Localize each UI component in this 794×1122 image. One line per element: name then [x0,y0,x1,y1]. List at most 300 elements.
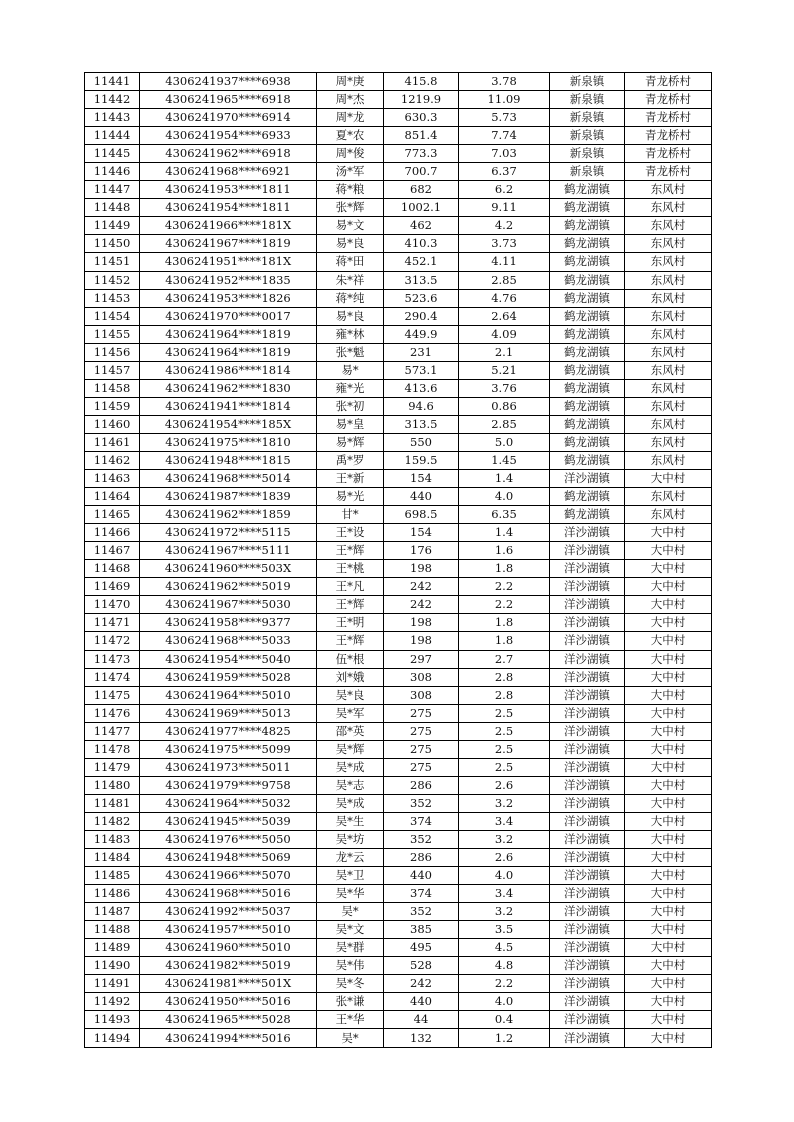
amount-cell: 374 [384,812,459,830]
area-cell: 2.5 [459,740,550,758]
name-cell: 周*龙 [317,109,384,127]
area-cell: 4.8 [459,957,550,975]
area-cell: 6.2 [459,181,550,199]
serial-no-cell: 11455 [85,325,140,343]
table-row [85,578,712,596]
area-cell: 2.6 [459,849,550,867]
town-cell: 洋沙湖镇 [550,1011,625,1029]
id-number-cell: 4306241986****1814 [140,361,317,379]
village-cell: 大中村 [625,614,712,632]
town-cell: 洋沙湖镇 [550,758,625,776]
id-number-cell: 4306241962****6918 [140,145,317,163]
village-cell: 大中村 [625,921,712,939]
village-cell: 大中村 [625,668,712,686]
name-cell: 吴*华 [317,885,384,903]
amount-cell: 385 [384,921,459,939]
amount-cell: 452.1 [384,253,459,271]
area-cell: 1.6 [459,542,550,560]
town-cell: 鹤龙湖镇 [550,235,625,253]
village-cell: 大中村 [625,975,712,993]
serial-no-cell: 11451 [85,253,140,271]
town-cell: 鹤龙湖镇 [550,397,625,415]
village-cell: 青龙桥村 [625,163,712,181]
id-number-cell: 4306241966****5070 [140,867,317,885]
name-cell: 吴*良 [317,686,384,704]
village-cell: 大中村 [625,470,712,488]
id-number-cell: 4306241975****5099 [140,740,317,758]
name-cell: 夏*农 [317,127,384,145]
serial-no-cell: 11452 [85,271,140,289]
village-cell: 大中村 [625,740,712,758]
amount-cell: 449.9 [384,325,459,343]
table-row [85,433,712,451]
amount-cell: 132 [384,1029,459,1047]
table-row [85,668,712,686]
table-row [85,325,712,343]
town-cell: 洋沙湖镇 [550,668,625,686]
name-cell: 吴*伟 [317,957,384,975]
town-cell: 洋沙湖镇 [550,560,625,578]
area-cell: 2.5 [459,704,550,722]
town-cell: 鹤龙湖镇 [550,415,625,433]
village-cell: 大中村 [625,849,712,867]
id-number-cell: 4306241992****5037 [140,903,317,921]
serial-no-cell: 11487 [85,903,140,921]
area-cell: 9.11 [459,199,550,217]
area-cell: 3.2 [459,903,550,921]
town-cell: 鹤龙湖镇 [550,343,625,361]
area-cell: 4.09 [459,325,550,343]
table-row [85,181,712,199]
serial-no-cell: 11477 [85,722,140,740]
area-cell: 0.86 [459,397,550,415]
serial-no-cell: 11443 [85,109,140,127]
amount-cell: 523.6 [384,289,459,307]
area-cell: 2.85 [459,271,550,289]
amount-cell: 176 [384,542,459,560]
town-cell: 鹤龙湖镇 [550,451,625,469]
amount-cell: 440 [384,488,459,506]
amount-cell: 154 [384,524,459,542]
table-row [85,524,712,542]
id-number-cell: 4306241977****4825 [140,722,317,740]
serial-no-cell: 11471 [85,614,140,632]
area-cell: 3.78 [459,73,550,91]
name-cell: 王*桃 [317,560,384,578]
serial-no-cell: 11462 [85,451,140,469]
amount-cell: 773.3 [384,145,459,163]
table-row [85,596,712,614]
village-cell: 大中村 [625,596,712,614]
amount-cell: 573.1 [384,361,459,379]
serial-no-cell: 11447 [85,181,140,199]
id-number-cell: 4306241954****1811 [140,199,317,217]
name-cell: 吴*志 [317,776,384,794]
area-cell: 1.8 [459,632,550,650]
name-cell: 易*良 [317,235,384,253]
town-cell: 鹤龙湖镇 [550,506,625,524]
id-number-cell: 4306241958****9377 [140,614,317,632]
town-cell: 鹤龙湖镇 [550,361,625,379]
amount-cell: 682 [384,181,459,199]
serial-no-cell: 11461 [85,433,140,451]
id-number-cell: 4306241950****5016 [140,993,317,1011]
area-cell: 4.5 [459,939,550,957]
amount-cell: 440 [384,993,459,1011]
amount-cell: 462 [384,217,459,235]
amount-cell: 1002.1 [384,199,459,217]
table-row [85,650,712,668]
serial-no-cell: 11469 [85,578,140,596]
table-row [85,957,712,975]
village-cell: 东风村 [625,199,712,217]
amount-cell: 242 [384,596,459,614]
name-cell: 张*谦 [317,993,384,1011]
serial-no-cell: 11480 [85,776,140,794]
name-cell: 吴*军 [317,704,384,722]
serial-no-cell: 11449 [85,217,140,235]
table-row [85,307,712,325]
records-table [84,72,712,1048]
id-number-cell: 4306241970****6914 [140,109,317,127]
village-cell: 东风村 [625,253,712,271]
town-cell: 鹤龙湖镇 [550,271,625,289]
amount-cell: 528 [384,957,459,975]
area-cell: 2.5 [459,758,550,776]
amount-cell: 413.6 [384,379,459,397]
amount-cell: 275 [384,722,459,740]
serial-no-cell: 11478 [85,740,140,758]
serial-no-cell: 11494 [85,1029,140,1047]
serial-no-cell: 11493 [85,1011,140,1029]
id-number-cell: 4306241964****5010 [140,686,317,704]
table-row [85,1011,712,1029]
serial-no-cell: 11448 [85,199,140,217]
name-cell: 吴*卫 [317,867,384,885]
area-cell: 1.4 [459,470,550,488]
amount-cell: 198 [384,560,459,578]
town-cell: 洋沙湖镇 [550,921,625,939]
table-row [85,451,712,469]
town-cell: 洋沙湖镇 [550,885,625,903]
name-cell: 易* [317,361,384,379]
town-cell: 洋沙湖镇 [550,704,625,722]
id-number-cell: 4306241968****5033 [140,632,317,650]
village-cell: 大中村 [625,758,712,776]
table-row [85,867,712,885]
table-row [85,91,712,109]
town-cell: 洋沙湖镇 [550,578,625,596]
town-cell: 洋沙湖镇 [550,596,625,614]
area-cell: 6.35 [459,506,550,524]
amount-cell: 198 [384,632,459,650]
serial-no-cell: 11454 [85,307,140,325]
serial-no-cell: 11460 [85,415,140,433]
amount-cell: 242 [384,975,459,993]
name-cell: 伍*根 [317,650,384,668]
name-cell: 王*凡 [317,578,384,596]
town-cell: 新泉镇 [550,163,625,181]
name-cell: 吴*辉 [317,740,384,758]
serial-no-cell: 11476 [85,704,140,722]
town-cell: 鹤龙湖镇 [550,379,625,397]
serial-no-cell: 11473 [85,650,140,668]
amount-cell: 154 [384,470,459,488]
name-cell: 易*良 [317,307,384,325]
id-number-cell: 4306241954****6933 [140,127,317,145]
area-cell: 1.4 [459,524,550,542]
table-row [85,885,712,903]
area-cell: 4.0 [459,488,550,506]
town-cell: 鹤龙湖镇 [550,289,625,307]
id-number-cell: 4306241964****5032 [140,794,317,812]
amount-cell: 198 [384,614,459,632]
amount-cell: 286 [384,776,459,794]
amount-cell: 275 [384,704,459,722]
table-row [85,686,712,704]
table-row [85,163,712,181]
village-cell: 大中村 [625,885,712,903]
serial-no-cell: 11492 [85,993,140,1011]
village-cell: 青龙桥村 [625,145,712,163]
name-cell: 龙*云 [317,849,384,867]
serial-no-cell: 11463 [85,470,140,488]
town-cell: 洋沙湖镇 [550,794,625,812]
name-cell: 周*杰 [317,91,384,109]
area-cell: 1.2 [459,1029,550,1047]
serial-no-cell: 11485 [85,867,140,885]
table-row [85,488,712,506]
name-cell: 吴*生 [317,812,384,830]
town-cell: 洋沙湖镇 [550,524,625,542]
id-number-cell: 4306241951****181X [140,253,317,271]
table-row [85,361,712,379]
amount-cell: 700.7 [384,163,459,181]
area-cell: 1.8 [459,560,550,578]
amount-cell: 313.5 [384,271,459,289]
town-cell: 鹤龙湖镇 [550,488,625,506]
village-cell: 东风村 [625,415,712,433]
village-cell: 东风村 [625,397,712,415]
table-row [85,776,712,794]
area-cell: 2.6 [459,776,550,794]
amount-cell: 297 [384,650,459,668]
village-cell: 东风村 [625,361,712,379]
id-number-cell: 4306241972****5115 [140,524,317,542]
amount-cell: 242 [384,578,459,596]
area-cell: 2.2 [459,596,550,614]
town-cell: 洋沙湖镇 [550,849,625,867]
id-number-cell: 4306241960****503X [140,560,317,578]
village-cell: 大中村 [625,524,712,542]
name-cell: 吴*成 [317,794,384,812]
amount-cell: 374 [384,885,459,903]
table-row [85,560,712,578]
table-row [85,127,712,145]
id-number-cell: 4306241968****5014 [140,470,317,488]
village-cell: 东风村 [625,451,712,469]
id-number-cell: 4306241937****6938 [140,73,317,91]
village-cell: 东风村 [625,379,712,397]
table-row [85,975,712,993]
area-cell: 2.2 [459,975,550,993]
serial-no-cell: 11446 [85,163,140,181]
name-cell: 吴*冬 [317,975,384,993]
records-table-body [85,73,712,1048]
amount-cell: 44 [384,1011,459,1029]
village-cell: 东风村 [625,488,712,506]
serial-no-cell: 11470 [85,596,140,614]
name-cell: 蒋*田 [317,253,384,271]
id-number-cell: 4306241954****185X [140,415,317,433]
area-cell: 5.0 [459,433,550,451]
id-number-cell: 4306241975****1810 [140,433,317,451]
table-row [85,632,712,650]
village-cell: 青龙桥村 [625,109,712,127]
area-cell: 3.5 [459,921,550,939]
town-cell: 新泉镇 [550,127,625,145]
name-cell: 易*辉 [317,433,384,451]
serial-no-cell: 11442 [85,91,140,109]
village-cell: 东风村 [625,433,712,451]
serial-no-cell: 11472 [85,632,140,650]
name-cell: 雍*光 [317,379,384,397]
serial-no-cell: 11467 [85,542,140,560]
table-row [85,379,712,397]
name-cell: 朱*祥 [317,271,384,289]
village-cell: 大中村 [625,993,712,1011]
town-cell: 洋沙湖镇 [550,867,625,885]
table-row [85,903,712,921]
town-cell: 洋沙湖镇 [550,470,625,488]
town-cell: 洋沙湖镇 [550,632,625,650]
town-cell: 新泉镇 [550,73,625,91]
town-cell: 鹤龙湖镇 [550,307,625,325]
name-cell: 王*设 [317,524,384,542]
town-cell: 鹤龙湖镇 [550,181,625,199]
id-number-cell: 4306241948****1815 [140,451,317,469]
id-number-cell: 4306241962****5019 [140,578,317,596]
village-cell: 大中村 [625,903,712,921]
area-cell: 1.8 [459,614,550,632]
village-cell: 东风村 [625,343,712,361]
table-row [85,704,712,722]
name-cell: 蒋*粮 [317,181,384,199]
amount-cell: 290.4 [384,307,459,325]
id-number-cell: 4306241959****5028 [140,668,317,686]
area-cell: 4.2 [459,217,550,235]
serial-no-cell: 11458 [85,379,140,397]
town-cell: 新泉镇 [550,145,625,163]
id-number-cell: 4306241979****9758 [140,776,317,794]
serial-no-cell: 11453 [85,289,140,307]
serial-no-cell: 11450 [85,235,140,253]
table-row [85,253,712,271]
village-cell: 青龙桥村 [625,73,712,91]
id-number-cell: 4306241960****5010 [140,939,317,957]
id-number-cell: 4306241962****1859 [140,506,317,524]
village-cell: 大中村 [625,686,712,704]
town-cell: 洋沙湖镇 [550,993,625,1011]
id-number-cell: 4306241945****5039 [140,812,317,830]
name-cell: 易*皇 [317,415,384,433]
serial-no-cell: 11475 [85,686,140,704]
village-cell: 东风村 [625,307,712,325]
name-cell: 易*文 [317,217,384,235]
table-row [85,849,712,867]
id-number-cell: 4306241965****5028 [140,1011,317,1029]
id-number-cell: 4306241970****0017 [140,307,317,325]
table-row [85,794,712,812]
id-number-cell: 4306241968****6921 [140,163,317,181]
town-cell: 鹤龙湖镇 [550,217,625,235]
area-cell: 3.2 [459,830,550,848]
id-number-cell: 4306241965****6918 [140,91,317,109]
serial-no-cell: 11464 [85,488,140,506]
area-cell: 7.74 [459,127,550,145]
area-cell: 4.11 [459,253,550,271]
town-cell: 洋沙湖镇 [550,614,625,632]
table-row [85,470,712,488]
table-row [85,542,712,560]
area-cell: 3.4 [459,812,550,830]
name-cell: 汤*军 [317,163,384,181]
village-cell: 大中村 [625,812,712,830]
id-number-cell: 4306241954****5040 [140,650,317,668]
town-cell: 洋沙湖镇 [550,812,625,830]
area-cell: 5.21 [459,361,550,379]
area-cell: 2.85 [459,415,550,433]
id-number-cell: 4306241952****1835 [140,271,317,289]
area-cell: 1.45 [459,451,550,469]
table-row [85,73,712,91]
id-number-cell: 4306241964****1819 [140,325,317,343]
serial-no-cell: 11491 [85,975,140,993]
village-cell: 大中村 [625,1011,712,1029]
id-number-cell: 4306241987****1839 [140,488,317,506]
amount-cell: 851.4 [384,127,459,145]
id-number-cell: 4306241948****5069 [140,849,317,867]
village-cell: 东风村 [625,325,712,343]
name-cell: 蒋*纯 [317,289,384,307]
area-cell: 2.64 [459,307,550,325]
serial-no-cell: 11479 [85,758,140,776]
name-cell: 王*明 [317,614,384,632]
serial-no-cell: 11468 [85,560,140,578]
table-row [85,921,712,939]
village-cell: 大中村 [625,957,712,975]
id-number-cell: 4306241967****5030 [140,596,317,614]
amount-cell: 275 [384,740,459,758]
serial-no-cell: 11486 [85,885,140,903]
town-cell: 洋沙湖镇 [550,542,625,560]
area-cell: 2.8 [459,668,550,686]
town-cell: 鹤龙湖镇 [550,325,625,343]
name-cell: 周*庚 [317,73,384,91]
town-cell: 洋沙湖镇 [550,740,625,758]
village-cell: 大中村 [625,722,712,740]
village-cell: 大中村 [625,542,712,560]
area-cell: 5.73 [459,109,550,127]
name-cell: 王*辉 [317,542,384,560]
village-cell: 大中村 [625,776,712,794]
village-cell: 东风村 [625,235,712,253]
amount-cell: 630.3 [384,109,459,127]
town-cell: 洋沙湖镇 [550,722,625,740]
serial-no-cell: 11488 [85,921,140,939]
amount-cell: 308 [384,686,459,704]
village-cell: 大中村 [625,632,712,650]
